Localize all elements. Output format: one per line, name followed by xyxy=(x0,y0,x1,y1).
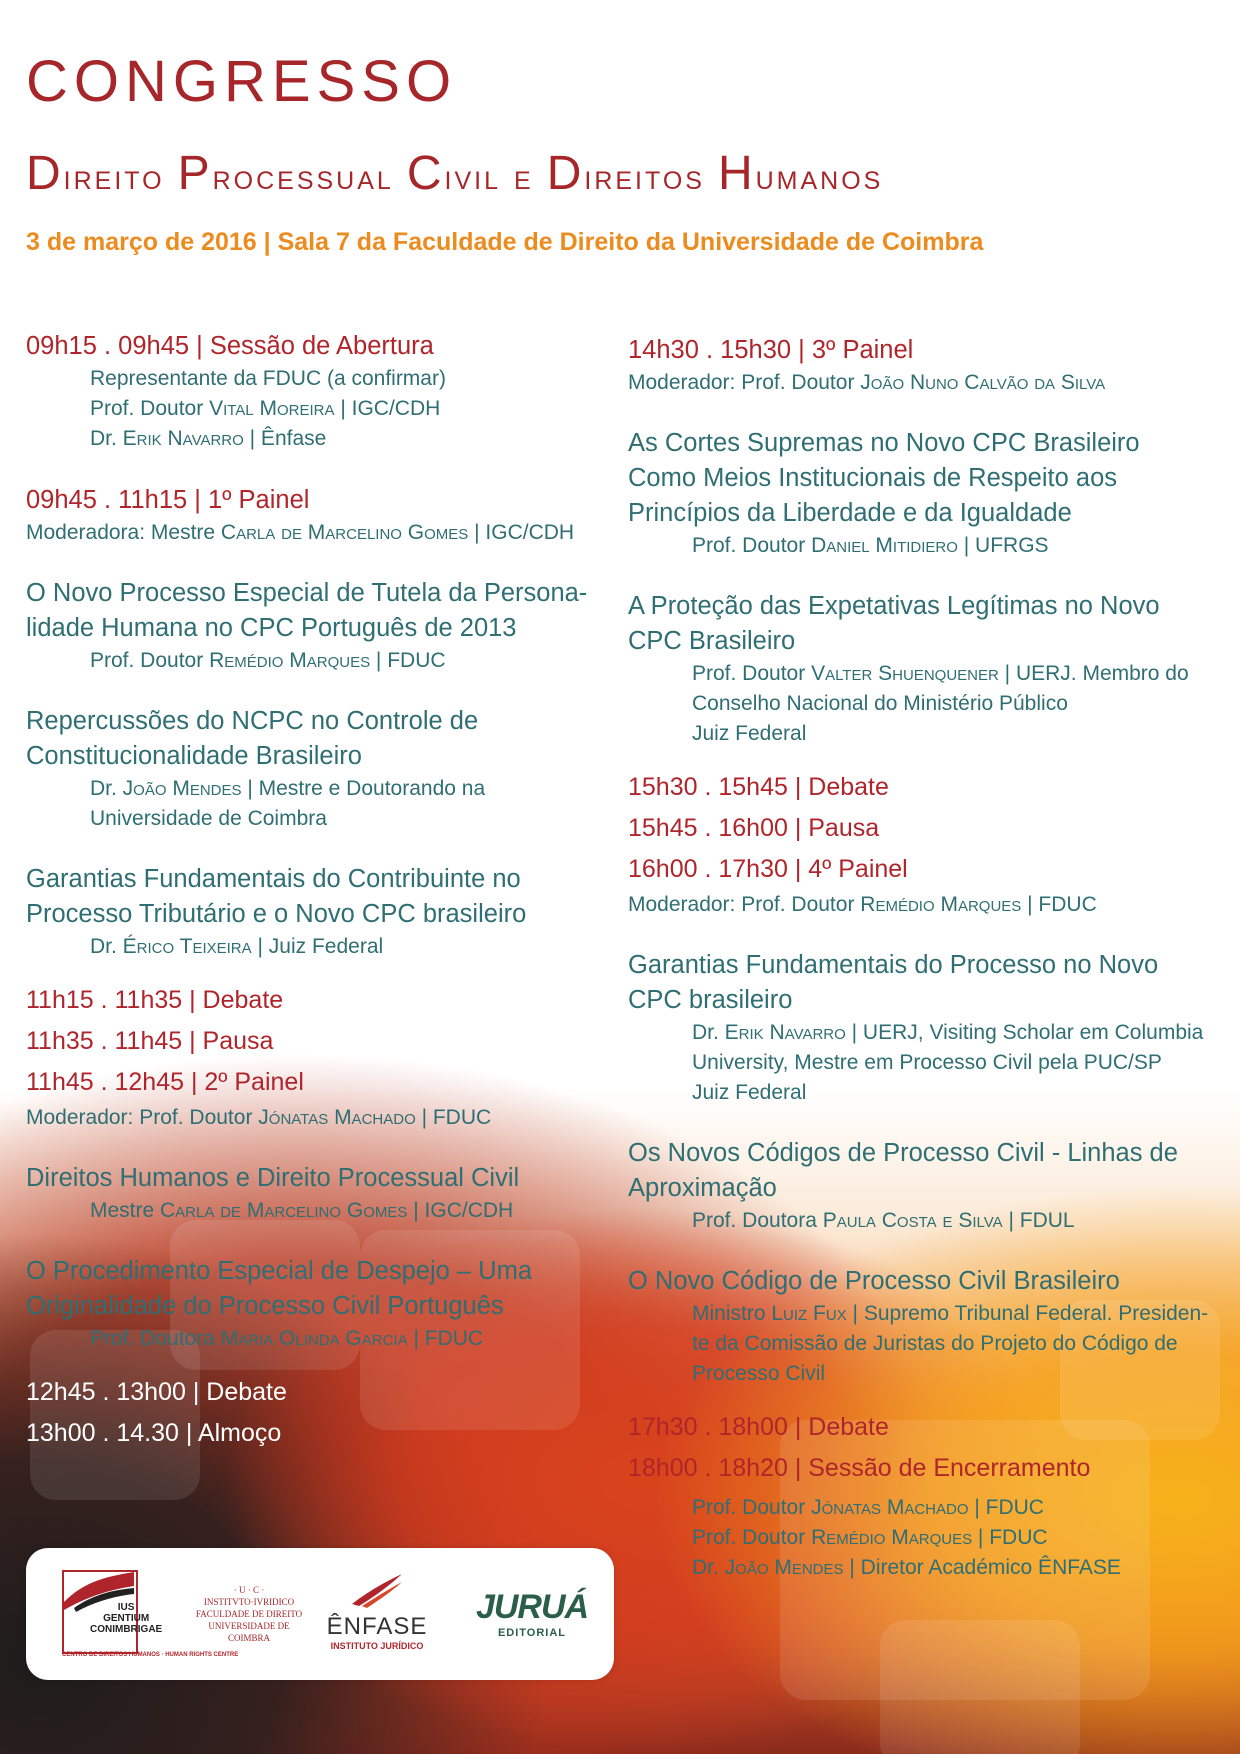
talk-title: Direitos Humanos e Direito Processual Civil xyxy=(26,1164,520,1192)
moderator: Moderador: Prof. Doutor João Nuno Calvão da Silva xyxy=(628,371,1106,394)
speaker: Dr. Erik Navarro | UERJ, Visiting Scholar em Columbia xyxy=(692,1021,1204,1044)
speaker: Universidade de Coimbra xyxy=(90,807,327,830)
talk-title: O Novo Código de Processo Civil Brasileiro xyxy=(628,1267,1120,1295)
instituto-juridico-logo: · U · C · INSTITVTO·IVRIDICO FACULDADE DE DIREITO UNIVERSIDADE DE COIMBRA xyxy=(195,1585,303,1643)
speaker: Dr. Erik Navarro | Ênfase xyxy=(90,427,327,450)
talk-title: CPC Brasileiro xyxy=(628,627,796,655)
enfase-swoosh-icon xyxy=(347,1572,407,1608)
session-time: 15h30 . 15h45 | Debate xyxy=(628,773,889,801)
speaker: Prof. Doutor Remédio Marques | FDUC xyxy=(692,1526,1048,1549)
speaker: Prof. Doutor Remédio Marques | FDUC xyxy=(90,649,446,672)
subtitle-word-rest: umanos xyxy=(755,156,884,197)
ius-gentium-subtitle: CENTRO DE DIREITOS HUMANOS · HUMAN RIGHTS CENTRE xyxy=(62,1652,239,1658)
talk-title: Garantias Fundamentais do Contribuinte no xyxy=(26,865,521,893)
subtitle-word xyxy=(406,147,501,200)
session-time: 16h00 . 17h30 | 4º Painel xyxy=(628,855,908,883)
moderator: Moderador: Prof. Doutor Jónatas Machado | FDUC xyxy=(26,1106,492,1129)
speaker: University, Mestre em Processo Civil pela PUC/SP xyxy=(692,1051,1162,1074)
subtitle-word-rest: ireito xyxy=(63,156,165,197)
speaker: Juiz Federal xyxy=(692,1081,807,1104)
jurua-logo: JURUÁ EDITORIAL xyxy=(475,1588,589,1639)
speaker: Dr. Érico Teixeira | Juiz Federal xyxy=(90,935,384,958)
session-time: 17h30 . 18h00 | Debate xyxy=(628,1413,889,1441)
session-time: 11h35 . 11h45 | Pausa xyxy=(26,1027,274,1055)
session-time: 13h00 . 14.30 | Almoço xyxy=(26,1419,282,1447)
program-left-column xyxy=(26,328,616,1454)
talk-title: O Procedimento Especial de Despejo – Uma xyxy=(26,1257,533,1285)
speaker: te da Comissão de Juristas do Projeto do Código de xyxy=(692,1332,1178,1355)
speaker: Dr. João Mendes | Diretor Académico ÊNFASE xyxy=(692,1556,1121,1579)
talk-title: Princípios da Liberdade e da Igualdade xyxy=(628,499,1072,527)
moderator: Moderadora: Mestre Carla de Marcelino Gomes | IGC/CDH xyxy=(26,521,575,544)
talk-title: Os Novos Códigos de Processo Civil - Linhas de xyxy=(628,1139,1178,1167)
session-time: 18h00 . 18h20 | Sessão de Encerramento xyxy=(628,1454,1091,1482)
ius-gentium-text: IUS GENTIUM CONIMBRIGAE xyxy=(90,1602,163,1635)
subtitle-word-rest: ivil xyxy=(444,156,501,197)
speaker: Prof. Doutor Jónatas Machado | FDUC xyxy=(692,1496,1044,1519)
decorative-square xyxy=(880,1620,1080,1754)
talk-title: A Proteção das Expetativas Legítimas no Novo xyxy=(628,592,1160,620)
subtitle-word xyxy=(26,147,165,200)
subtitle-initial: H xyxy=(717,147,756,200)
speaker: Prof. Doutor Daniel Mitidiero | UFRGS xyxy=(692,534,1049,557)
talk-title: Originalidade do Processo Civil Português xyxy=(26,1292,504,1320)
talk-title: Repercussões do NCPC no Controle de xyxy=(26,707,479,735)
session-time: 12h45 . 13h00 | Debate xyxy=(26,1378,287,1406)
congress-title: CONGRESSO xyxy=(26,49,458,114)
subtitle-word xyxy=(717,147,884,200)
subtitle-word xyxy=(177,147,394,200)
speaker: Dr. João Mendes | Mestre e Doutorando na xyxy=(90,777,486,800)
subtitle-initial: D xyxy=(546,147,585,200)
congress-subtitle xyxy=(26,146,883,201)
talk-title: Garantias Fundamentais do Processo no Novo xyxy=(628,951,1159,979)
session-time: 15h45 . 16h00 | Pausa xyxy=(628,814,880,842)
session-time: 09h15 . 09h45 | Sessão de Abertura xyxy=(26,332,434,360)
session-time: 09h45 . 11h15 | 1º Painel xyxy=(26,486,310,514)
speaker: Prof. Doutora Paula Costa e Silva | FDUL xyxy=(692,1209,1075,1232)
subtitle-word-rest: ireitos xyxy=(584,156,705,197)
sponsor-logo-bar xyxy=(26,1548,614,1680)
talk-title: lidade Humana no CPC Português de 2013 xyxy=(26,614,517,642)
talk-title: Aproximação xyxy=(628,1174,777,1202)
talk-title: Como Meios Institucionais de Respeito aos xyxy=(628,464,1117,492)
moderator: Moderador: Prof. Doutor Remédio Marques | FDUC xyxy=(628,893,1097,916)
talk-title: CPC brasileiro xyxy=(628,986,793,1014)
enfase-logo: ÊNFASE INSTITUTO JURÍDICO xyxy=(322,1572,432,1651)
speaker: Prof. Doutor Vital Moreira | IGC/CDH xyxy=(90,397,441,420)
talk-title: Constitucionalidade Brasileiro xyxy=(26,742,362,770)
session-time: 14h30 . 15h30 | 3º Painel xyxy=(628,336,914,364)
subtitle-initial: D xyxy=(26,147,64,200)
speaker: Prof. Doutor Valter Shuenquener | UERJ. Membro do xyxy=(692,662,1189,685)
subtitle-word: e xyxy=(514,156,534,197)
session-time: 11h45 . 12h45 | 2º Painel xyxy=(26,1068,304,1096)
subtitle-word-rest: rocessual xyxy=(212,156,394,197)
subtitle-word xyxy=(546,147,705,200)
talk-title: As Cortes Supremas no Novo CPC Brasileiro xyxy=(628,429,1140,457)
speaker: Prof. Doutora Maria Olinda Garcia | FDUC xyxy=(90,1327,484,1350)
subtitle-initial: P xyxy=(177,147,213,200)
talk-title: O Novo Processo Especial de Tutela da Persona- xyxy=(26,579,588,607)
speaker: Processo Civil xyxy=(692,1362,826,1385)
program-right-column xyxy=(628,332,1228,1583)
speaker: Conselho Nacional do Ministério Público xyxy=(692,692,1068,715)
speaker: Mestre Carla de Marcelino Gomes | IGC/CDH xyxy=(90,1199,514,1222)
date-location: 3 de março de 2016 | Sala 7 da Faculdade de Direito da Universidade de Coimbra xyxy=(26,228,984,256)
session-time: 11h15 . 11h35 | Debate xyxy=(26,986,284,1014)
speaker: Ministro Luiz Fux | Supremo Tribunal Federal. Presiden- xyxy=(692,1302,1209,1325)
subtitle-initial: C xyxy=(406,147,445,200)
speaker: Representante da FDUC (a confirmar) xyxy=(90,367,446,390)
talk-title: Processo Tributário e o Novo CPC brasileiro xyxy=(26,900,527,928)
speaker: Juiz Federal xyxy=(692,722,807,745)
